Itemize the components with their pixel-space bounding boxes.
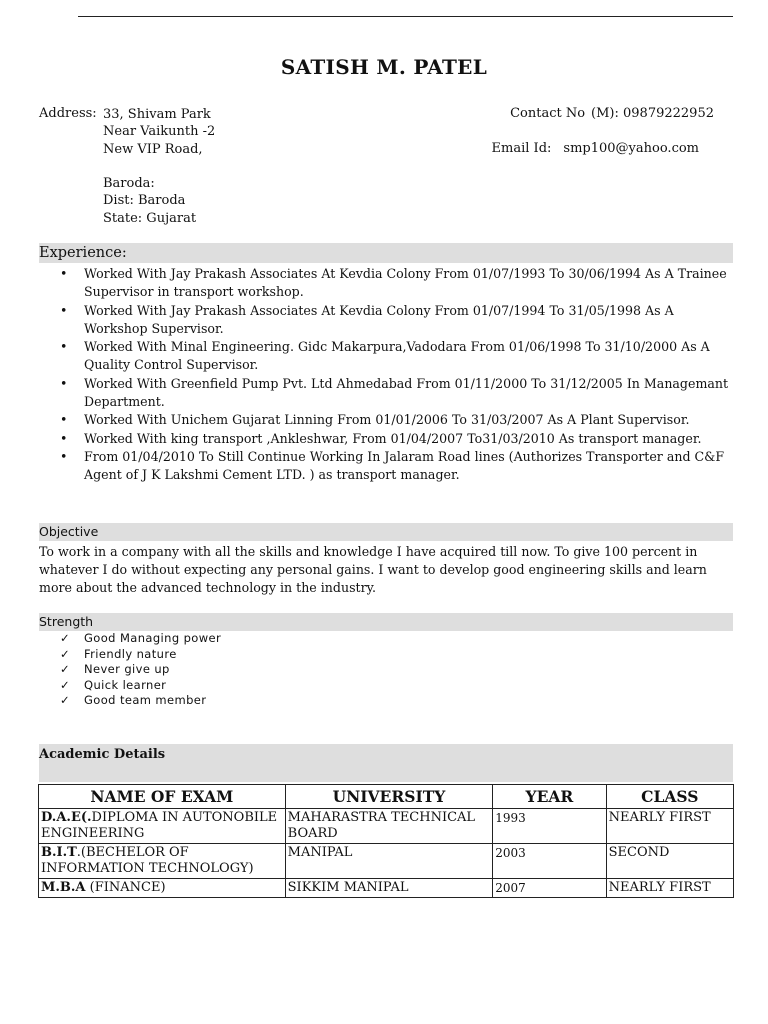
contact-number xyxy=(510,106,714,121)
address-line: State: Gujarat xyxy=(103,210,197,226)
objective-text: To work in a company with all the skills and knowledge I have acquired till now. To give 100 percent in whatever I do without expecting any personal gains. I want to develop good engineering skills and learn more about the advanced technology in the industry. xyxy=(39,544,707,595)
checkmark-icon: ✓ xyxy=(60,662,71,676)
checkmark-icon: ✓ xyxy=(60,631,71,645)
bullet-icon: • xyxy=(60,430,68,446)
list-item: ✓ Friendly nature xyxy=(60,646,177,661)
column-header: NAME OF EXAM xyxy=(39,785,286,809)
strength-list xyxy=(39,631,221,709)
strength-heading-band xyxy=(39,613,733,631)
class-cell: SECOND xyxy=(606,844,733,879)
address-line: Near Vaikunth -2 xyxy=(103,124,216,140)
academic-table xyxy=(38,784,734,898)
checkmark-icon: ✓ xyxy=(60,646,71,661)
table-row xyxy=(39,879,734,898)
contact-label: Contact No xyxy=(510,106,586,121)
objective-heading-band xyxy=(39,523,733,541)
column-header: YEAR xyxy=(493,785,606,809)
candidate-name: SATISH M. PATEL xyxy=(280,55,488,79)
class-cell: NEARLY FIRST xyxy=(606,879,733,898)
email-value[interactable]: smp100@yahoo.com xyxy=(563,141,699,156)
list-item: • Worked With Jay Prakash Associates At Kevdia Colony From 01/07/1994 To 31/05/1998 As A Workshop Supervisor. xyxy=(60,302,674,336)
column-header: UNIVERSITY xyxy=(285,785,493,809)
year-cell: 1993 xyxy=(493,809,606,844)
experience-heading: Experience: xyxy=(39,245,127,261)
checkmark-icon: ✓ xyxy=(60,693,71,707)
exam-cell: B.I.T.(BECHELOR OF INFORMATION TECHNOLOGY) xyxy=(39,844,286,879)
list-item: ✓ Good Managing power xyxy=(60,631,222,645)
experience-heading-band xyxy=(39,243,733,263)
list-item: ✓ Never give up xyxy=(60,662,170,676)
table-header-row xyxy=(39,785,734,809)
contact-value: (M): 09879222952 xyxy=(591,106,714,121)
list-item: • Worked With Minal Engineering. Gidc Makarpura,Vadodara From 01/06/1998 To 31/10/2000 As A Quality Control Supervisor. xyxy=(60,339,710,373)
bullet-icon: • xyxy=(60,448,68,464)
experience-list xyxy=(39,265,729,485)
strength-heading: Strength xyxy=(39,614,94,629)
bullet-icon: • xyxy=(60,412,68,428)
university-cell: SIKKIM MANIPAL xyxy=(285,879,493,898)
bullet-icon: • xyxy=(60,302,68,318)
list-item: • From 01/04/2010 To Still Continue Working In Jalaram Road lines (Authorizes Transporter and C&F Agent of J K Lakshmi Cement LTD. ) as transport manager. xyxy=(60,448,725,483)
list-item: • Worked With king transport ,Ankleshwar, From 01/04/2007 To31/03/2010 As transport manager. xyxy=(39,430,729,448)
class-cell: NEARLY FIRST xyxy=(606,809,733,844)
address-line: 33, Shivam Park xyxy=(103,107,211,122)
table-row xyxy=(39,844,734,879)
list-item: • Worked With Unichem Gujarat Linning From 01/01/2006 To 31/03/2007 As A Plant Supervisor. xyxy=(39,411,729,429)
bullet-icon: • xyxy=(60,375,68,391)
university-cell: MAHARASTRA TECHNICAL BOARD xyxy=(285,809,493,844)
column-header: CLASS xyxy=(606,785,733,809)
address-block xyxy=(103,106,215,227)
email xyxy=(492,141,699,156)
academic-heading: Academic Details xyxy=(39,747,166,762)
checkmark-icon: ✓ xyxy=(60,677,71,692)
university-cell: MANIPAL xyxy=(285,844,493,879)
list-item: • Worked With Greenfield Pump Pvt. Ltd Ahmedabad From 01/11/2000 To 31/12/2005 In Managemant Department. xyxy=(60,375,729,410)
top-rule xyxy=(78,16,733,17)
exam-cell: M.B.A (FINANCE) xyxy=(39,879,286,898)
table-row xyxy=(39,809,734,844)
address-line: New VIP Road, xyxy=(103,141,203,157)
academic-heading-band xyxy=(39,744,733,782)
year-cell: 2003 xyxy=(493,844,606,879)
exam-cell: D.A.E(.DIPLOMA IN AUTONOBILE ENGINEERING xyxy=(39,809,286,844)
address-line: Dist: Baroda xyxy=(103,193,186,209)
address-line xyxy=(103,158,215,175)
email-label: Email Id: xyxy=(491,141,552,156)
list-item: • Worked With Jay Prakash Associates At Kevdia Colony From 01/07/1993 To 30/06/1994 As A Trainee Supervisor in transport workshop. xyxy=(60,266,727,300)
list-item: ✓ Good team member xyxy=(60,693,207,707)
address-line: Baroda: xyxy=(103,176,155,192)
list-item: ✓ Quick learner xyxy=(60,677,167,692)
bullet-icon: • xyxy=(60,266,68,281)
address-label: Address: xyxy=(39,106,97,121)
year-cell: 2007 xyxy=(493,879,606,898)
bullet-icon: • xyxy=(60,339,68,355)
objective-heading: Objective xyxy=(39,524,99,539)
